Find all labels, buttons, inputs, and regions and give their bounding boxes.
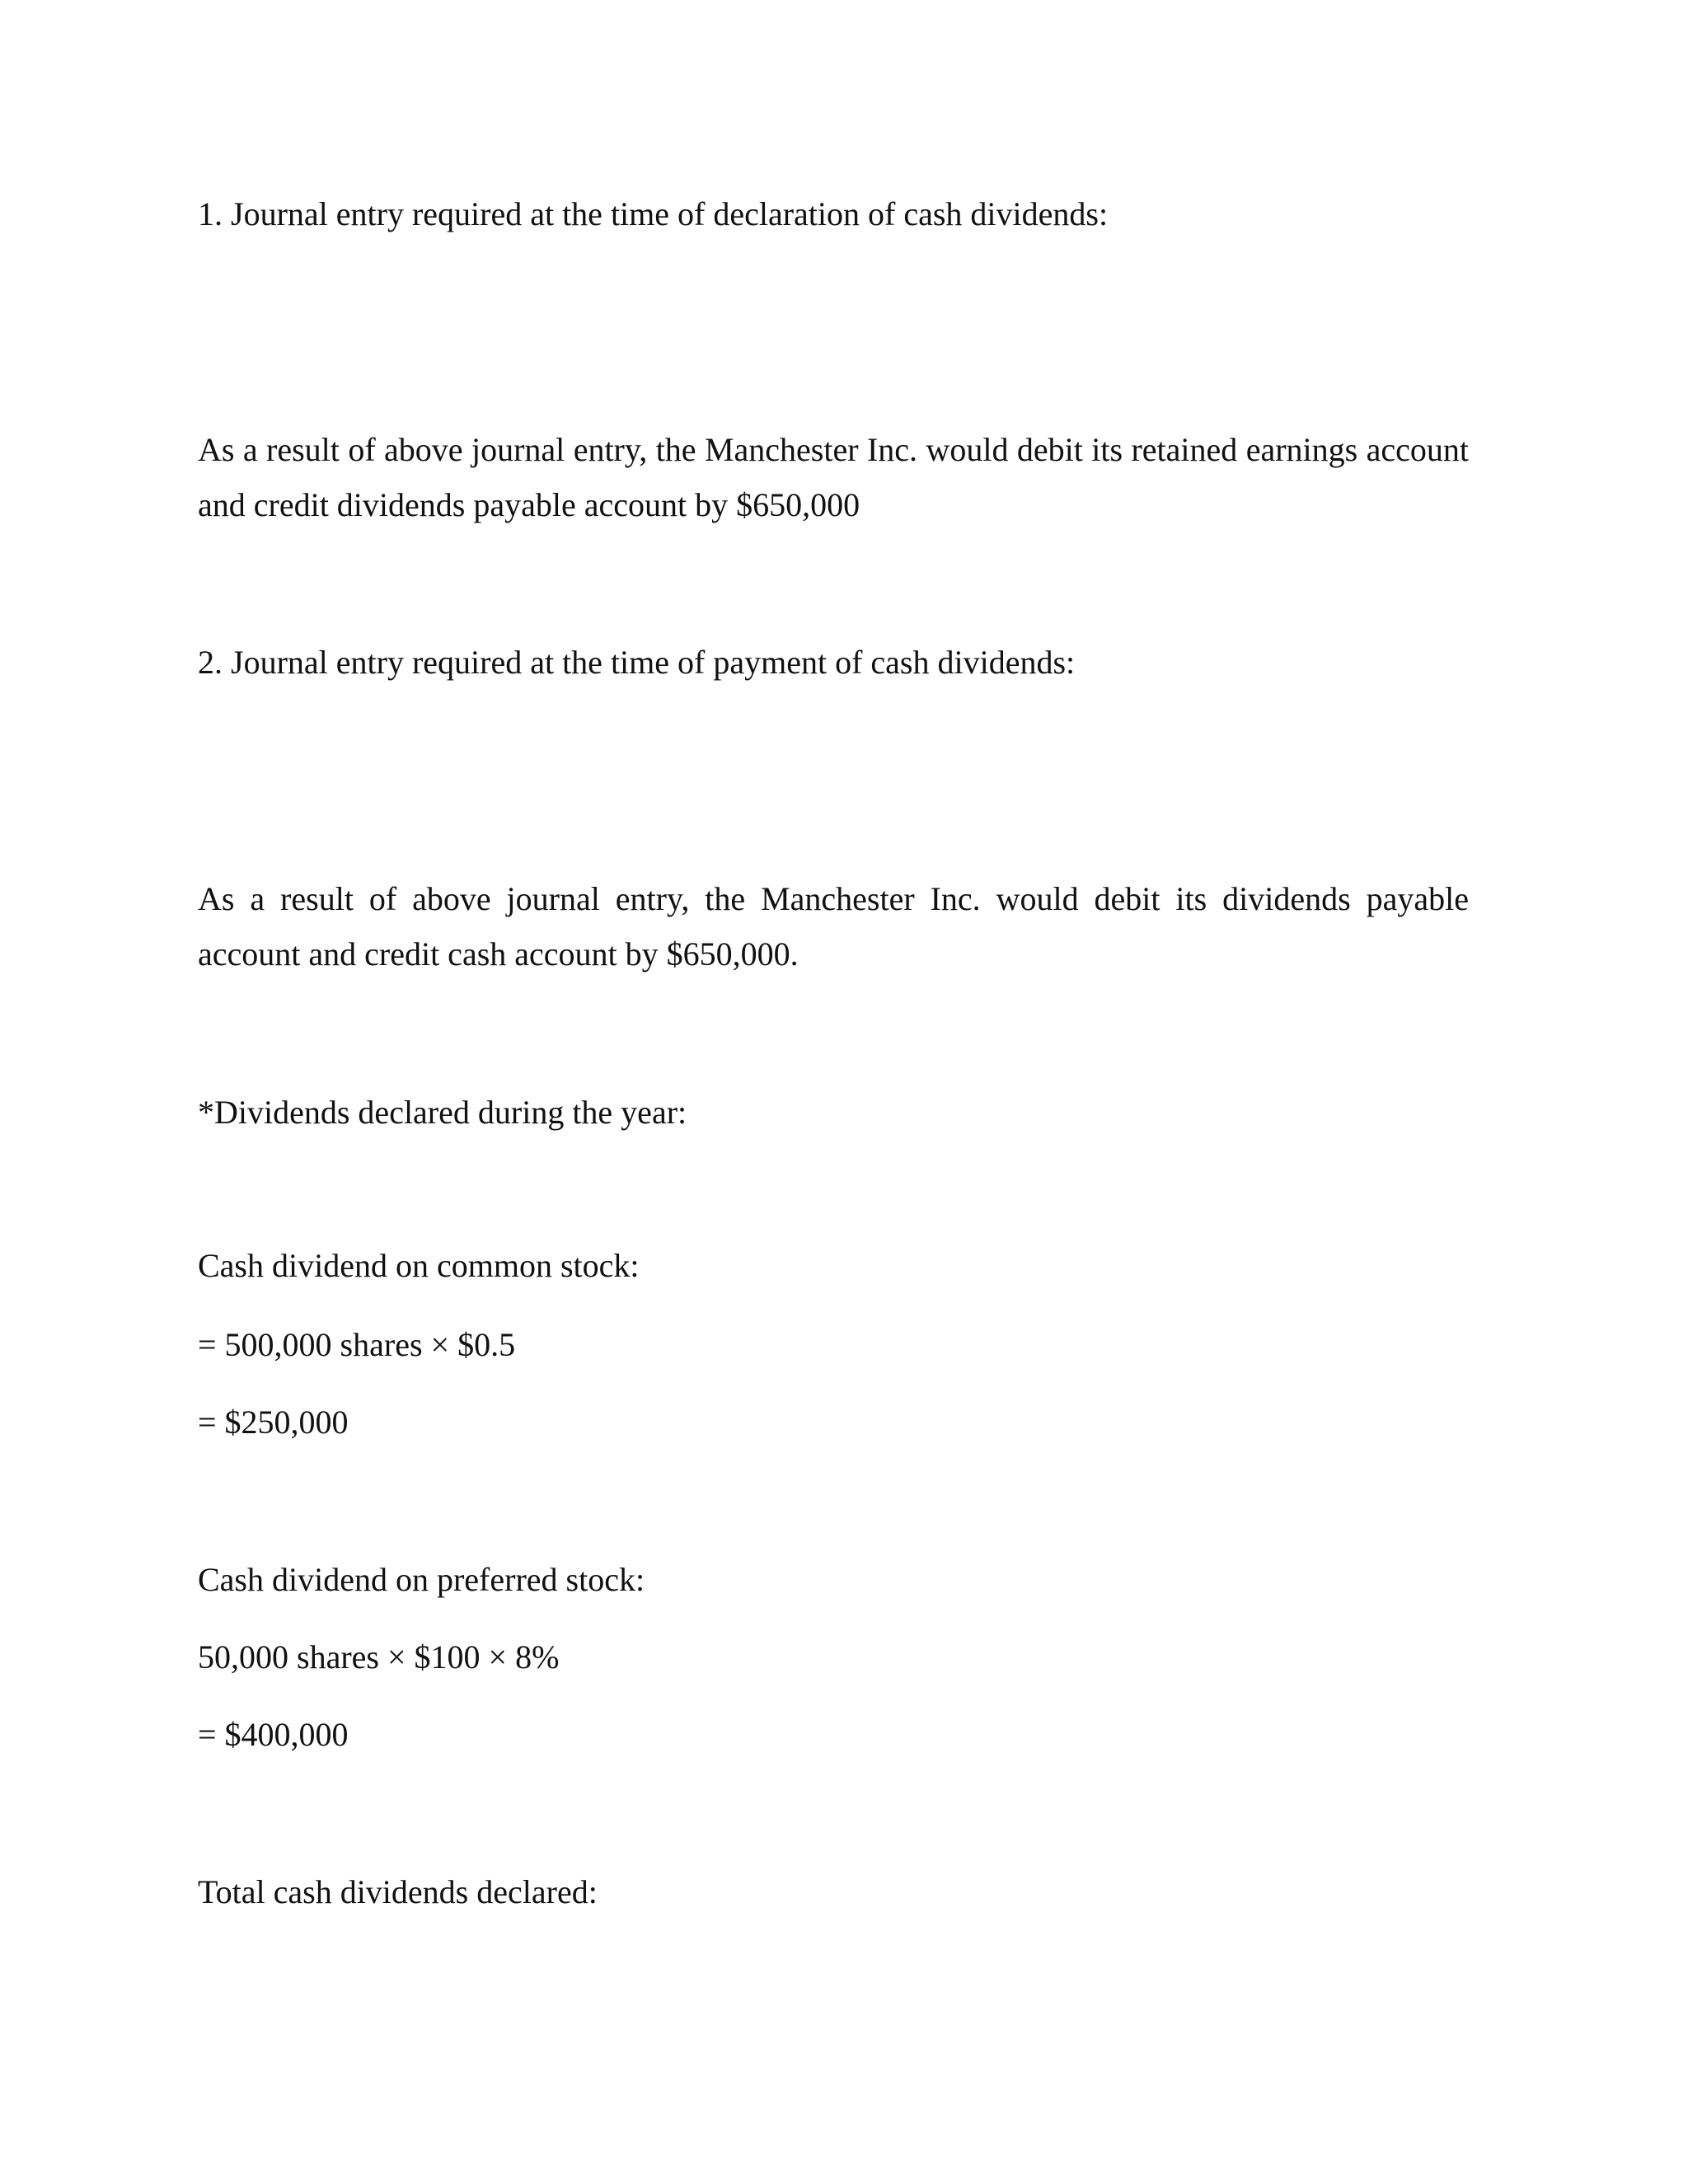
heading-declaration-entry: 1. Journal entry required at the time of declaration of cash dividends:: [198, 195, 1109, 232]
heading-payment-entry: 2. Journal entry required at the time of payment of cash dividends:: [198, 644, 1076, 681]
common-dividend-label: Cash dividend on common stock:: [198, 1247, 640, 1284]
preferred-dividend-result: = $400,000: [198, 1716, 349, 1753]
total-dividends-label: Total cash dividends declared:: [198, 1873, 598, 1910]
payment-entry-explanation: As a result of above journal entry, the Manchester Inc. would debit its dividends payable account and credit cash account by $650,000.: [198, 880, 1469, 972]
preferred-dividend-label: Cash dividend on preferred stock:: [198, 1561, 645, 1598]
common-dividend-calculation: = 500,000 shares × $0.5: [198, 1326, 516, 1363]
common-dividend-result: = $250,000: [198, 1404, 349, 1441]
preferred-dividend-calculation: 50,000 shares × $100 × 8%: [198, 1638, 560, 1675]
declaration-entry-explanation: As a result of above journal entry, the Manchester Inc. would debit its retained earnings account and credit dividends payable account by $650,000: [198, 431, 1469, 523]
dividends-declared-heading: *Dividends declared during the year:: [198, 1094, 687, 1131]
